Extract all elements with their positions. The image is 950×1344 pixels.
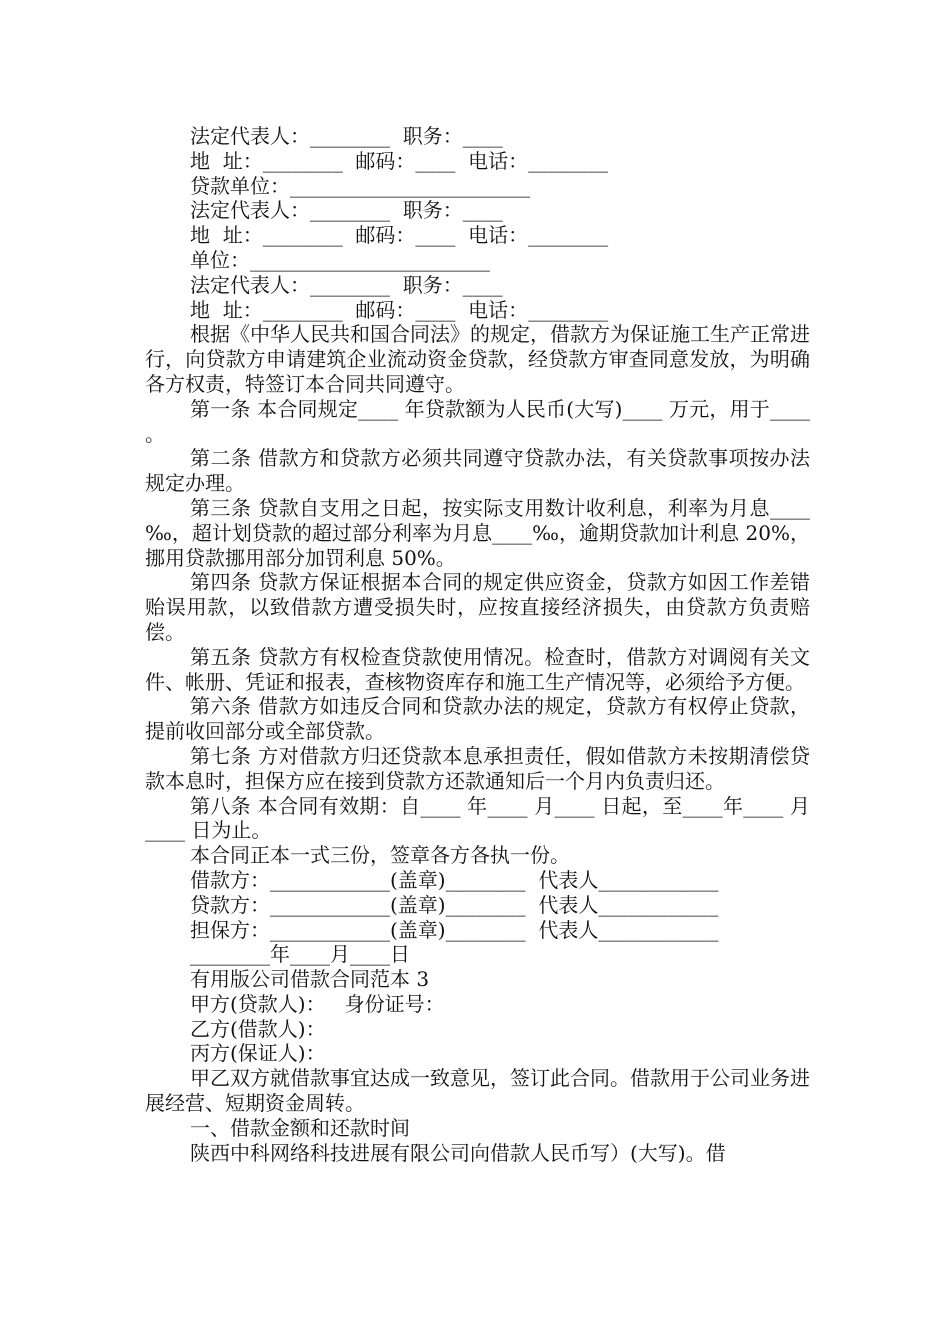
intro-paragraph: 甲乙双方就借款事宜达成一致意见，签订此合同。借款用于公司业务进展经营、短期资金周转。 [145,1066,810,1116]
copies-note: 本合同正本一式三份，签章各方各执一份。 [190,843,570,868]
party-info-block [145,124,810,322]
article-7: 第七条 方对借款方归还贷款本息承担责任，假如借款方未按期清偿贷款本息时，担保方应在接到贷款方还款通知后一个月内负责归还。 [145,743,810,793]
unit-line: 单位：________________________ [190,247,490,272]
legal-rep-line-2: 法定代表人：________ 职务：____ [190,198,503,223]
lender-unit-line: 贷款单位：________________________ [190,173,530,198]
preamble-paragraph: 根据《中华人民共和国合同法》的规定，借款方为保证施工生产正常进行，向贷款方申请建筑企业流动资金贷款，经贷款方审查同意发放，为明确各方权责，特签订本合同共同遵守。 [145,322,810,396]
article-2: 第二条 借款方和贷款方必须共同遵守贷款办法，有关贷款事项按办法规定办理。 [145,446,810,496]
article-3: 第三条 贷款自支用之日起，按实际支用数计收利息，利率为月息____ ‰，超计划贷款的超过部分利率为月息____‰，逾期贷款加计利息 20%，挪用贷款挪用部分加罚利息 50%。 [145,495,810,570]
section-1-text: 陕西中科网络科技进展有限公司向借款人民币写）(大写)。借 [190,1140,726,1165]
address-line-1: 地 址：________ 邮码：____ 电话：________ [190,148,609,173]
section-1-heading: 一、借款金额和还款时间 [190,1115,410,1140]
contract-body [145,124,810,1165]
article-4: 第四条 贷款方保证根据本合同的规定供应资金，贷款方如因工作差错贻误用款，以致借款方遭受损失时，应按直接经济损失，由贷款方负责赔偿。 [145,570,810,644]
date-line: ________年____月____日 [190,942,410,967]
party-a-line: 甲方(贷款人)： 身份证号： [190,991,445,1016]
article-8: 第八条 本合同有效期：自____ 年____ 月____ 日起，至____年____ 月____ 日为止。 [145,793,810,843]
article-6: 第六条 借款方如违反合同和贷款办法的规定，贷款方有权停止贷款，提前收回部分或全部贷款。 [145,694,810,744]
article-5: 第五条 贷款方有权检查贷款使用情况。检查时，借款方对调阅有关文件、帐册、凭证和报表，查核物资库存和施工生产情况等，必须给予方便。 [145,644,810,694]
section-title: 有用版公司借款合同范本 3 [190,967,430,992]
article-1: 第一条 本合同规定____ 年贷款额为人民币(大写)____ 万元，用于____ 。 [145,396,810,446]
party-c-line: 丙方(保证人)： [190,1041,326,1066]
address-line-3: 地 址：________ 邮码：____ 电话：________ [190,297,609,322]
legal-rep-line-1: 法定代表人：________ 职务：____ [190,124,503,148]
lender-signature-line: 贷款方：____________(盖章)________ 代表人____________ [190,892,719,917]
address-line-2: 地 址：________ 邮码：____ 电话：________ [190,223,609,248]
party-b-line: 乙方(借款人)： [190,1016,326,1041]
guarantor-signature-line: 担保方：____________(盖章)________ 代表人____________ [190,917,719,942]
borrower-signature-line: 借款方：____________(盖章)________ 代表人____________ [190,867,719,892]
legal-rep-line-3: 法定代表人：________ 职务：____ [190,272,503,297]
